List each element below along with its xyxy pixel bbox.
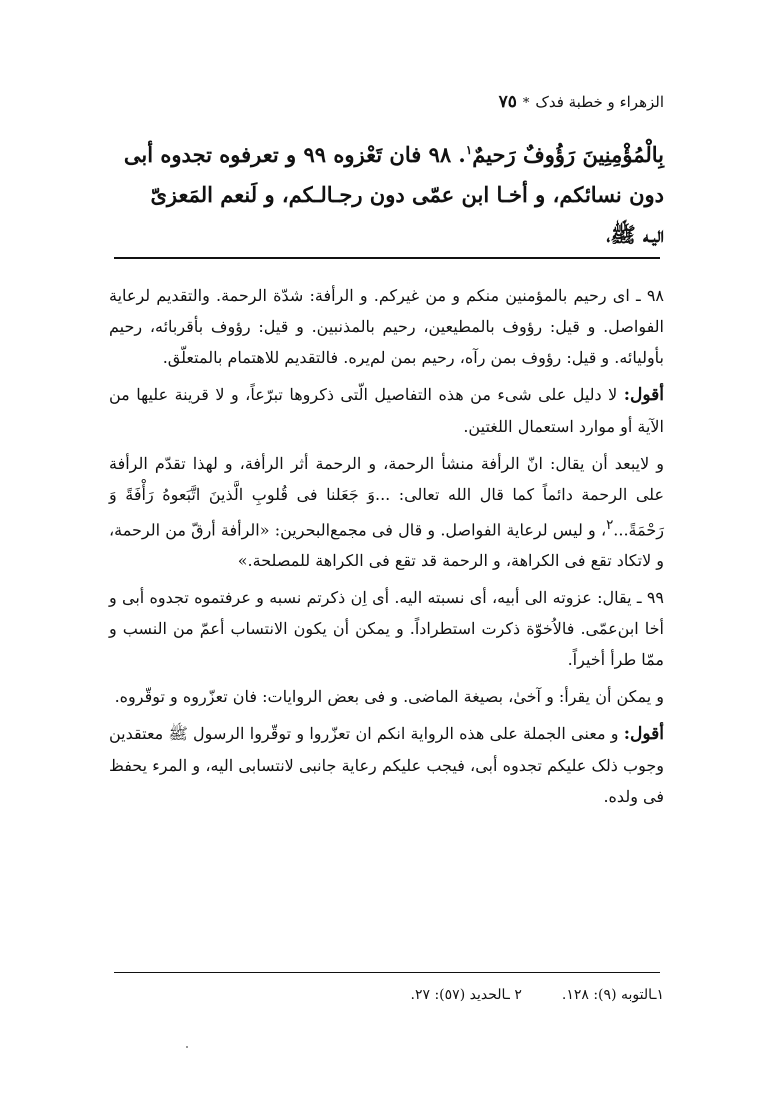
note-aqulu-1-text: لا دلیل علی شیء من هذه التفاصیل الّتی ذکروها تبرّعاً، و لا قرینة علیها من الآیة أو موارد استعمال اللغتین. xyxy=(109,385,664,436)
note-aqulu-1 xyxy=(109,379,664,442)
note-raafa-text-rest: ، و لیس لرعایة الفواصل. و قال فی مجمع‌البحرین: «الرأفة أرقّ من الرحمة، و لاتکاد تقع فی الکراهة، و الرحمة قد تقع فی الکراهة للمصلحة.» xyxy=(109,520,664,571)
footnote-1: ١ـالتوبه (٩): ١٢٨. xyxy=(561,987,664,1003)
main-text-line-1-rest: . ٩٨ فان تَعْزوه ٩٩ و تعرفوه تجدوه أبی xyxy=(123,142,466,167)
main-text-line-1 xyxy=(119,130,664,175)
footnotes xyxy=(109,984,664,1006)
note-reading: و یمکن أن یقرأ: و آخیٰ، بصیغة الماضی. و فی بعض الروایات: فان تعزّروه و توقّروه. xyxy=(114,687,664,707)
footnote-divider xyxy=(114,972,660,973)
scan-speck xyxy=(186,1046,188,1048)
note-99: ٩٩ ـ یقال: عزوته الی أبیه، أی نسبته الیه. أی اِن ذکرتم نسبه و عرفتموه تجدوه أبی و أخا ابن‌عمّی. فالاُخوّة ذکرت استطراداً. و یمکن أن یکون الانتساب أعمّ من النسب و ممّا طرأ أخیراً. xyxy=(109,588,664,670)
running-head-title: الزهراء و خطبة فدک xyxy=(535,93,664,111)
quran-verse-fragment: بِالْمُؤْمِنِينَ رَؤُوفٌ رَحيمٌ xyxy=(472,142,664,167)
note-raafa xyxy=(109,448,664,576)
aqulu-label: أقول: xyxy=(623,385,664,405)
footnote-2: ٢ ـالحدید (٥٧): ٢٧. xyxy=(410,987,522,1003)
main-text-paragraph xyxy=(119,130,664,255)
note-raafa-text: و لایبعد أن یقال: انّ الرأفة منشأ الرحمة، و الرحمة أثر الرأفة، و لهذا تقدّم الرأفة علی الرحمة دائماً کما قال الله تعالی: ...وَ جَعَلنا فی قُلوبِ الَّذینَ اتَّبَعوهُ رَأْفَةً وَ رَحْمَةً... xyxy=(109,454,664,540)
main-text-block xyxy=(119,130,664,255)
running-head xyxy=(499,92,664,112)
footnote-ref-1: ١ xyxy=(465,143,473,157)
top-divider xyxy=(114,257,660,259)
note-aqulu-2-text: و معنی الجملة علی هذه الروایة انکم ان تعزّروا و توقّروا الرسول ﷺ معتقدین وجوب ذلک علیکم تجدوه أبی، فیجب علیکم رعایة جانبی لانتسابی الیه، و المرء یحفظ فی ولده. xyxy=(109,724,664,807)
footnote-ref-2: ٢ xyxy=(606,518,614,533)
page-number: ٧٥ xyxy=(498,92,517,112)
star-separator: * xyxy=(522,96,530,111)
main-text-line-2: دون نسائکم، و أخـا ابن عمّی دون رجـالـکم، و لَنعم المَعزیّ xyxy=(150,182,664,207)
note-aqulu-2 xyxy=(109,718,664,812)
note-98: ٩٨ ـ ای رحیم بالمؤمنین منکم و من غیرکم. و الرأفة: شدّة الرحمة. والتقدیم لرعایة الفواصل. و قیل: رؤوف بالمطیعین، رحیم بالمذنبین. و قیل: رؤوف بأقربائه، رحیم بأولیائه. و قیل: رؤوف بمن رآه، رحیم بمن لم‌یره. فالتقدیم للاهتمام بالمتعلّق. xyxy=(109,286,664,367)
aqulu-label: أقول: xyxy=(623,724,664,745)
main-text-line-3: الیـه ﷺ، xyxy=(606,222,664,247)
commentary-block xyxy=(109,280,664,818)
